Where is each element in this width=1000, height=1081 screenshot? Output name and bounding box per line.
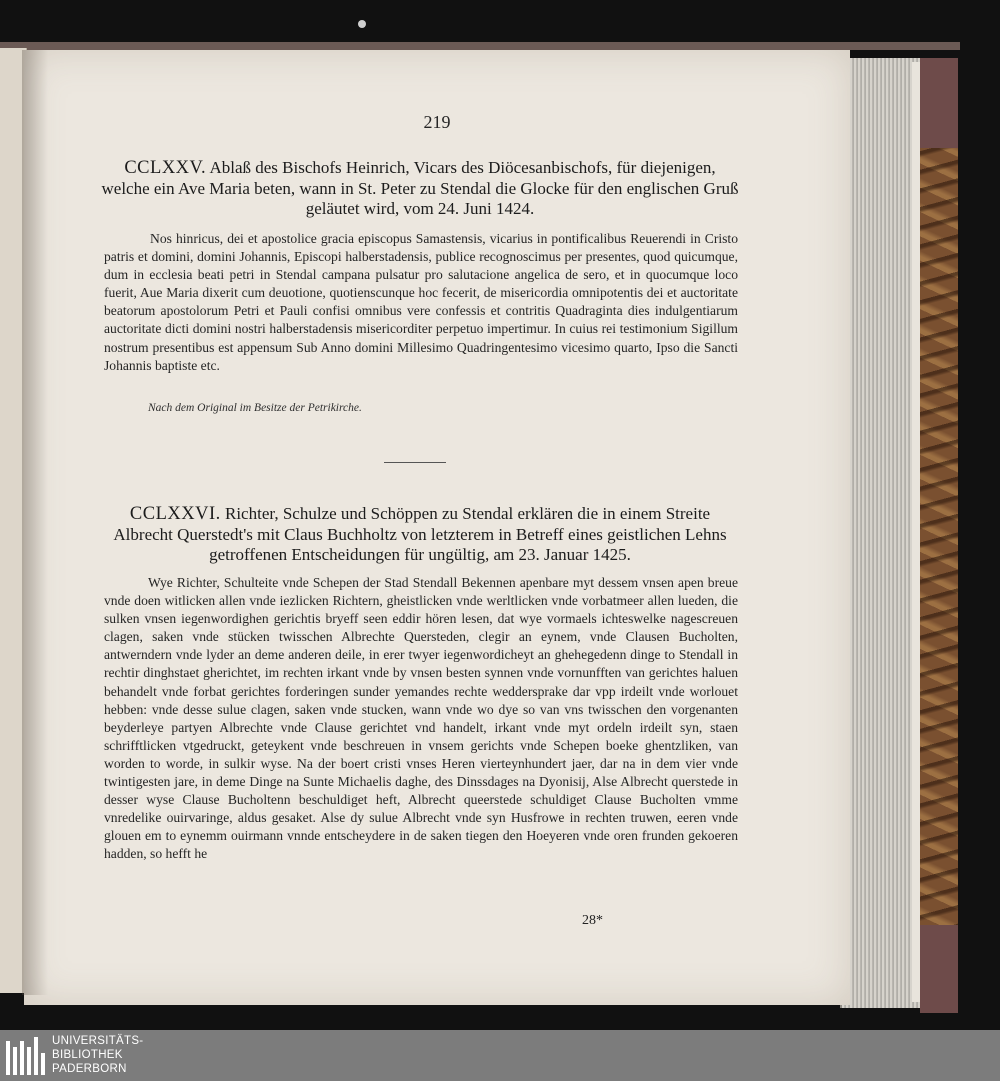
section-heading-cclxxvi <box>100 504 740 566</box>
marbled-cover-board <box>920 58 958 1013</box>
section-body-low-german: Wye Richter, Schulteite vnde Schepen der Stad Stendall Bekennen apenbare myt dessem vnsen apen breue vnde doen witlicken allen vnde iezlicken Richtern, gheistlicken vnde werltlicken vnde vorbatmeer allen lueden, die sulken vnsen iegenwordighen gerichtis bryeff seen eddir hören lesen, dat wye vormaels ichteswelke nagescreuen clagen, saken vnde stücken twisschen Albrechte Quersteden, clegir an eynem, vnde Clausen Bucholten, antwerndern vnde lyder an deme anderen deile, in erer twyer iegenwordicheyt an ghehegedenn dinge to Stendall in rechtir dinghstaet gherichtet, im rechten irkant vnde by vnsen besten synnen vnde vornunfften van gerichtes haluen behandelt vnde forbat gerichtes forderingen sunder yemandes rechte weddersprake dar vpp irdeilt vnde worlouet hebben: vnde desse sulue clagen, saken vnde stucken, wann vnde wo dye so van vns twisschen den vorgenanten beyderleye partyen Albrechte vnde Clause gerichtet vnd handelt, irkant vnde myt ordeln irdeilt syn, staen schrifftlicken vtgedruckt, geteykent vnde beschreuen in vnsem gerichts vnde Schepen boeke ghentzliken, van worden to worde, in sulkir wyse. Na der boert cristi vnses Heren vierteynhundert jaer, dar na in dem vier vnde twintigesten jare, in deme Dinge na Sunte Michaelis daghe, des Dinssdages na Dyonisij, Alse Albrecht querstede in desser wyse Clause Bucholtenn beschuldiget heft, Albrecht queerstede schuldiget Clause Bucholten vmme vnredelike ouirvaringe, aldus gesaket. Alse dy sulue Albrecht vnde syn Husfrowe in rechten truwen, eeren vnde glouen em to eynemm ouirmann vnnde entscheydere in de saken tiegen den Hoeyeren vnde oren frunden gekoeren hadden, so hefft he <box>104 575 738 862</box>
scanner-marker <box>358 20 366 28</box>
page-number: 219 <box>423 112 451 132</box>
section-number: CCLXXV. <box>124 158 207 178</box>
section-divider <box>384 462 446 463</box>
library-footer-bar <box>0 1030 1000 1081</box>
section-title: Richter, Schulze und Schöppen zu Stendal erklären die in einem Streite Albrecht Querstedt's mit Claus Buchholtz von letzterem in Betreff eines geistlichen Lehns getroffenen Entscheidungen für ungültig, am 23. Januar 1425. <box>113 504 727 564</box>
book-cover-edge <box>0 42 960 50</box>
library-name <box>52 1034 143 1076</box>
section-number: CCLXXVI. <box>129 504 221 524</box>
cover-corner-bottom <box>920 925 958 1013</box>
library-name-line: PADERBORN <box>52 1063 127 1075</box>
section-body-latin: Nos hinricus, dei et apostolice gracia episcopus Samastensis, vicarius in pontificalibus Reuerendi in Cristo patris et domini, domini Johannis, Episcopi halberstadensis, publice recognoscimus per presentes, quod quicumque, dum in ecclesia beati petri in Stendal campana pulsatur pro salutacione angelica de sero, et in quocumque loco fuerit, Aue Maria dixerit cum deuotione, quotienscunque hoc fecerit, de misericordia omnipotentis dei et auctoritate beatorum apostolorum Petri et Pauli confisi omnibus vere confessis et contritis Quadraginta dies indulgentiarum auctoritate dicti domini nostri halberstadensis misericorditer perpetuo impertimur. In cuius rei testimonium Sigillum nostrum presentibus est appensum Sub Anno domini Millesimo Quadringentesimo vicesimo quarto, Ipso die Sancti Johannis baptiste etc. <box>104 231 738 373</box>
page-block-edges <box>840 58 922 1008</box>
source-note: Nach dem Original im Besitze der Petrikirche. <box>148 402 362 414</box>
library-name-line: BIBLIOTHEK <box>52 1049 123 1061</box>
section-title: Ablaß des Bischofs Heinrich, Vicars des Diöcesanbischofs, für diejenigen, welche ein Ave Maria beten, wann in St. Peter zu Stendal die Glocke für den englischen Gruß geläutet wird, vom 24. Juni 1424. <box>101 158 739 218</box>
library-name-line: UNIVERSITÄTS- <box>52 1035 144 1047</box>
section-heading-cclxxv <box>100 158 740 220</box>
cover-corner-top <box>920 58 958 148</box>
library-logo-icon <box>6 1037 46 1075</box>
spine-shadow <box>22 50 48 995</box>
signature-mark: 28* <box>582 913 603 928</box>
